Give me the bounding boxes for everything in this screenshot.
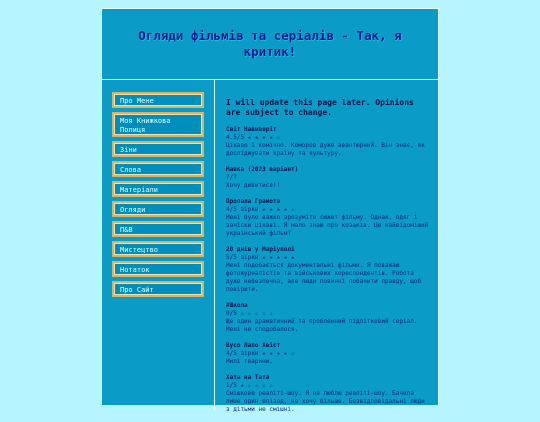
nav-item-art[interactable]: Мистецтво: [112, 241, 204, 257]
nav-item-words[interactable]: Слова: [112, 161, 204, 177]
review-text: Хочу дивитися!!: [226, 182, 281, 189]
review-title: Вусо Лапо Хвіст: [226, 342, 281, 349]
review-title: Пропала Грамота: [226, 198, 281, 205]
nav-item-notes[interactable]: Нотаток: [112, 261, 204, 277]
review-rating: 5/5 зірки ★ ★ ★ ★ ★: [226, 254, 295, 261]
review-title: Хата на Тата: [226, 374, 270, 381]
review-rating: 4/5 зірки ★ ★ ★ ★ ☆: [226, 350, 295, 357]
review-rating: 4.5/5 ★ ★ ★ ★ ☆: [226, 134, 281, 141]
nav-item-materials[interactable]: Матеріали: [112, 181, 204, 197]
nav-item-zines[interactable]: Зіни: [112, 141, 204, 157]
intro-text: I will update this page later. Opinions are subject to change.: [226, 98, 414, 117]
review-item: [226, 198, 431, 238]
review-text: Милі тварини.: [226, 358, 273, 365]
review-item: [226, 246, 431, 294]
review-item: [226, 166, 431, 190]
site-header: [102, 9, 438, 80]
review-item: [226, 126, 431, 158]
review-rating: 4/5 зірки ★ ★ ★ ★ ☆: [226, 206, 295, 213]
page-container: [101, 8, 439, 413]
review-text: Смішкове реаліті-шоу. Я не люблю реаліті-шоу. Бачила лише один епізод, не хочу більше. Безвідповідальні люди з дітьми не смішні.: [226, 390, 425, 413]
nav-item-reviews[interactable]: Огляди: [112, 201, 204, 217]
review-rating: ?/?: [226, 174, 237, 181]
review-text: Цікаво і комічно. Комоpов дуже авантюрний. Він знає, як досліджувати країну та культуру.: [226, 142, 425, 157]
page-title: Огляди фільмів та серіалів - Так, я критик!: [138, 28, 402, 59]
review-text: Мені подобається документальні фільми. Я поважаю фотожурналістів та військових кореспондентів. Робота дуже небезпечна, але люди повинні побачити правду, щоб повірити.: [226, 262, 422, 293]
nav-item-bookshelf[interactable]: Моя Книжкова Полиця: [112, 112, 204, 137]
review-title: Світ Навиворіт: [226, 126, 277, 133]
review-item: [226, 342, 431, 366]
review-title: Мавка (2023 варіант): [226, 166, 299, 173]
nav-item-about-me[interactable]: Про Мене: [112, 92, 204, 108]
nav-item-qa[interactable]: П&В: [112, 221, 204, 237]
review-rating: 1/5 ★ ☆ ☆ ☆ ☆: [226, 382, 273, 389]
column-divider: [214, 80, 215, 410]
review-item: [226, 374, 431, 414]
sidebar-nav: [112, 92, 204, 301]
review-text: Мені було важко зрозуміти сюжет фільму. Однак, одяг і зачіски цікаві. Я мало знаю про козаків. Це найвідоміший український фільм?: [226, 214, 429, 237]
review-title: #Школа: [226, 302, 248, 309]
nav-item-about-site[interactable]: Про Сайт: [112, 281, 204, 297]
review-text: Ще один драматичний та проблемний підлітковий серіал. Мені не сподобалося.: [226, 318, 418, 333]
review-title: 20 днів у Маріуполі: [226, 246, 295, 253]
review-item: [226, 302, 431, 334]
main-content: [226, 98, 431, 422]
review-rating: 0/5 ☆ ☆ ☆ ☆ ☆: [226, 310, 273, 317]
